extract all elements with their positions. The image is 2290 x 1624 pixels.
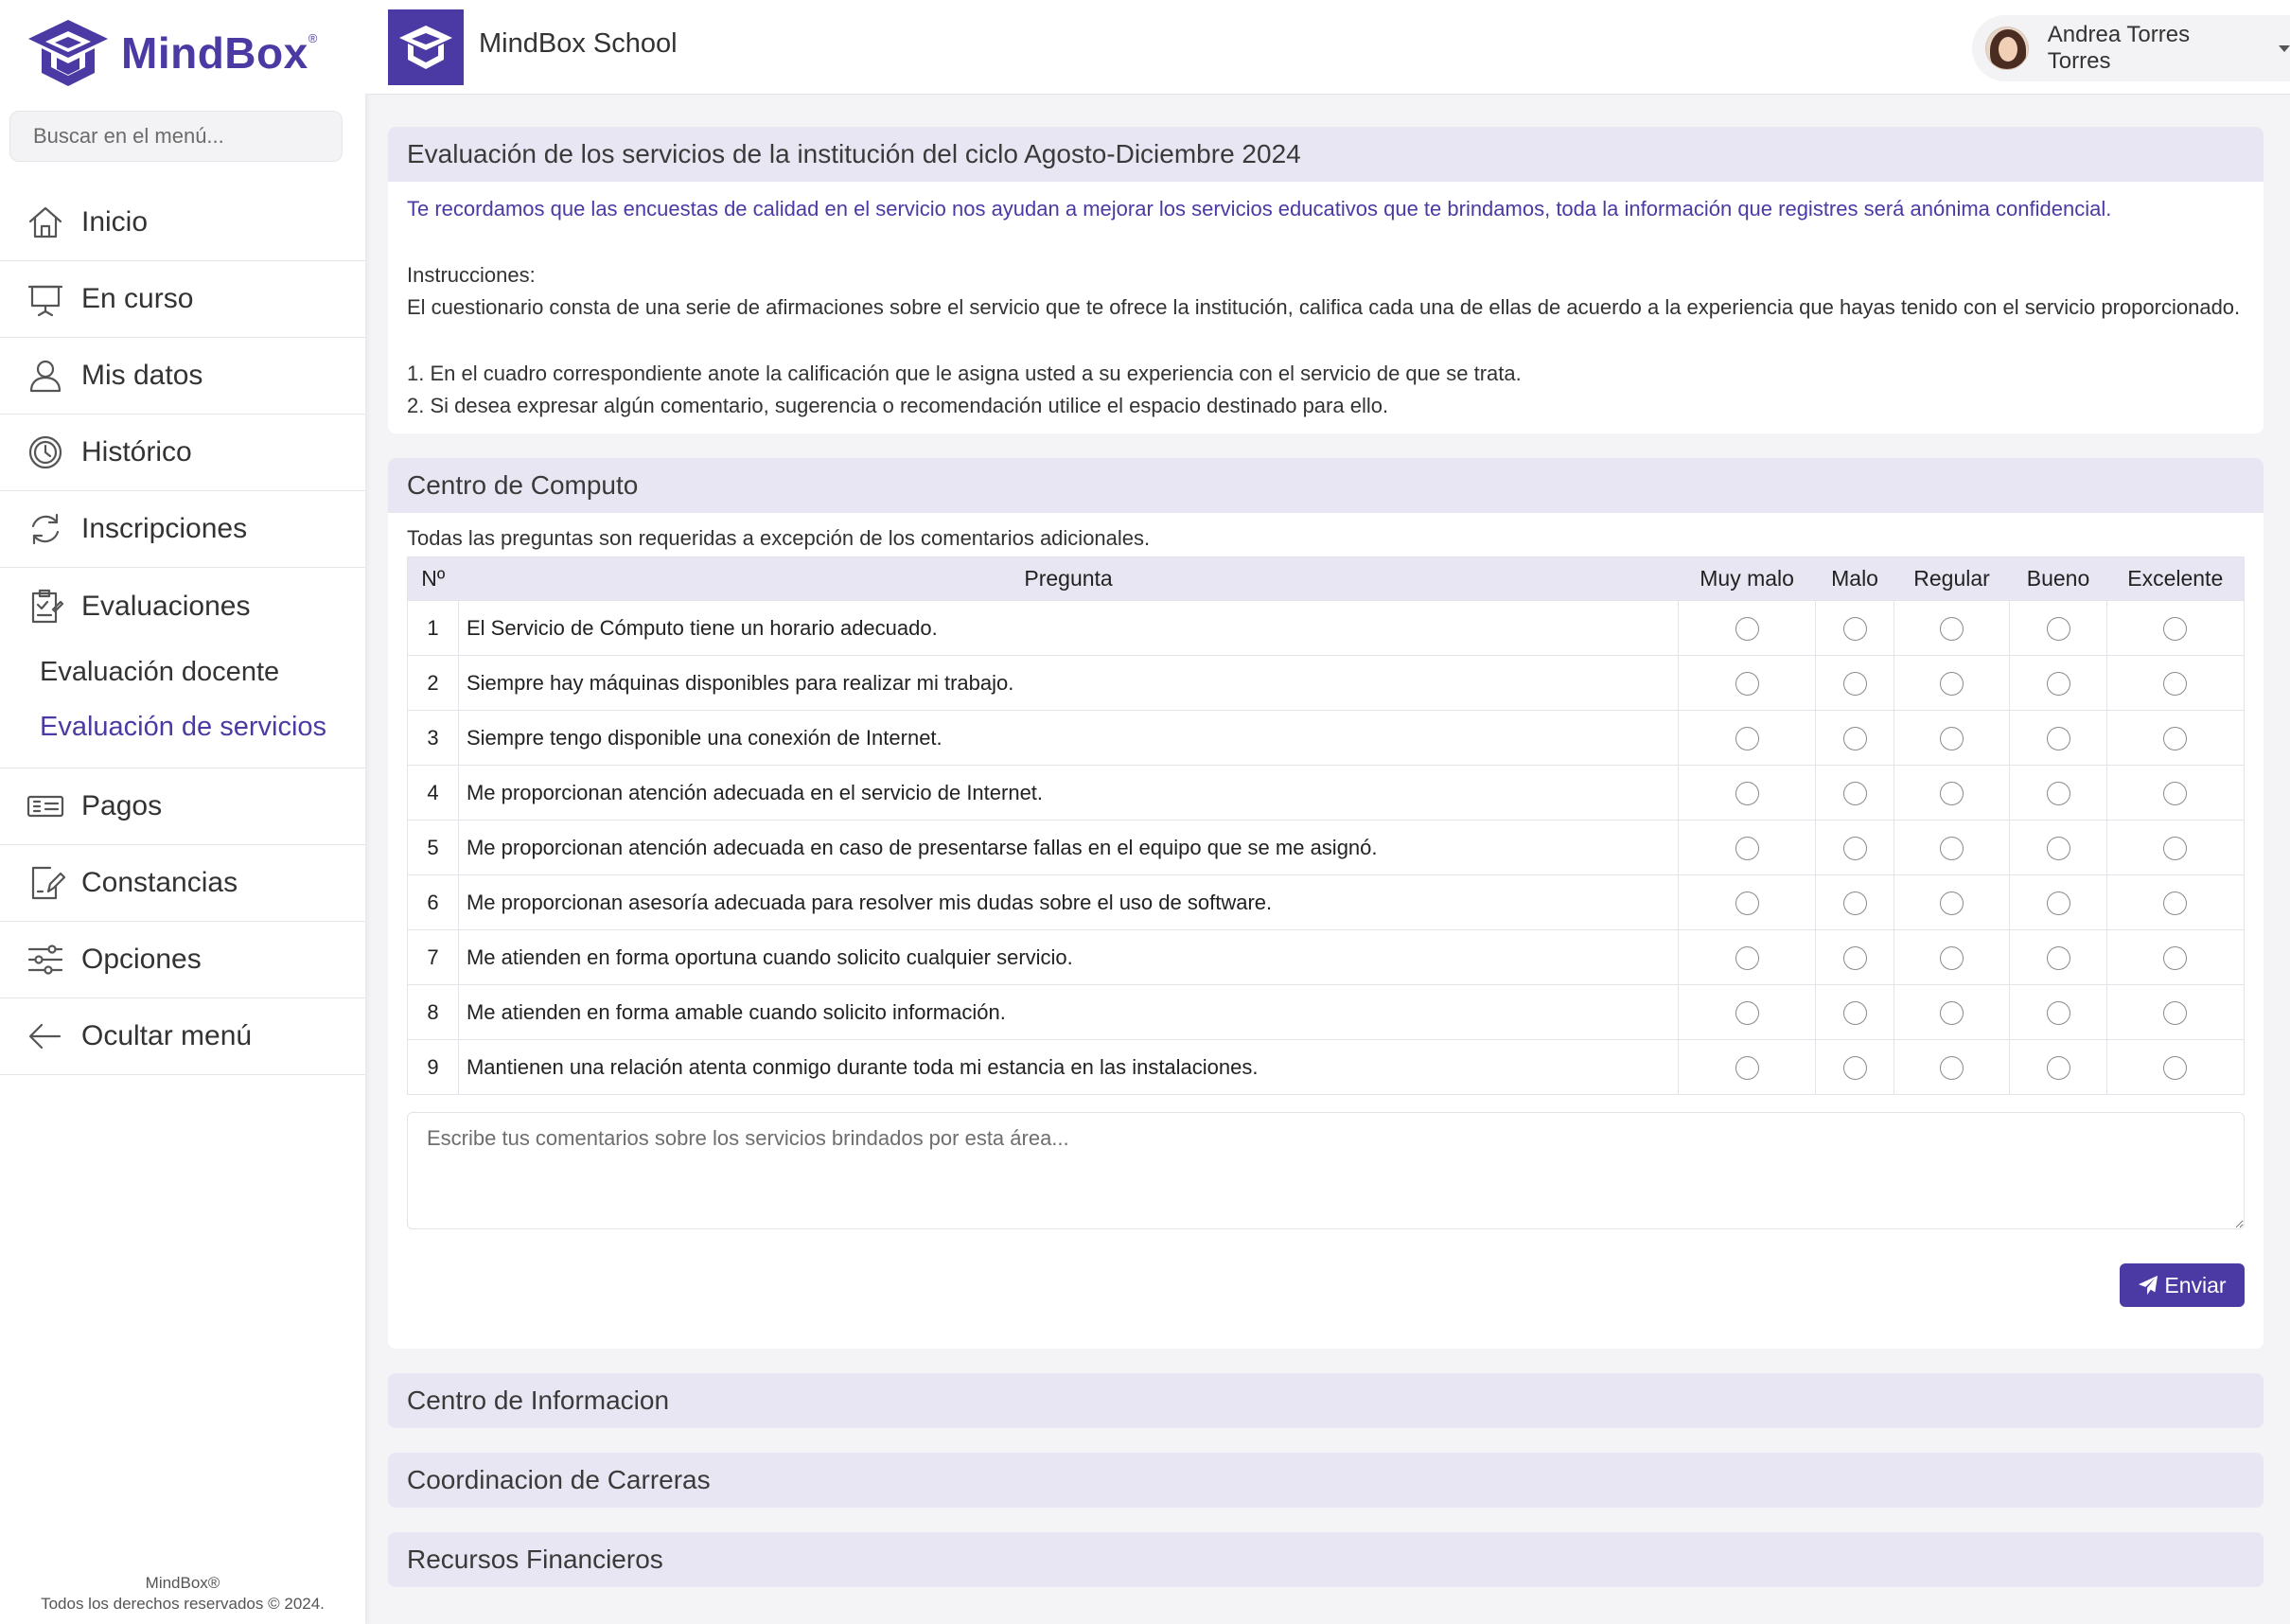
rating-cell xyxy=(1679,930,1816,985)
sidebar-item-label: Histórico xyxy=(81,436,192,468)
rating-cell xyxy=(2106,930,2244,985)
history-icon xyxy=(25,432,66,473)
section-title[interactable]: Centro de Computo xyxy=(388,458,2264,513)
radio-bueno[interactable] xyxy=(2047,782,2070,805)
radio-excelente[interactable] xyxy=(2163,1056,2187,1080)
money-icon xyxy=(25,786,66,827)
section-recursos-financieros[interactable]: Recursos Financieros xyxy=(388,1532,2264,1587)
rating-cell xyxy=(1679,656,1816,711)
sidebar-item-label: Inicio xyxy=(81,206,149,238)
mindbox-logo[interactable] xyxy=(25,15,318,91)
col-question: Pregunta xyxy=(458,557,1678,601)
question-text: Me proporcionan atención adecuada en el servicio de Internet. xyxy=(458,766,1678,821)
rating-cell xyxy=(2106,985,2244,1040)
rating-cell xyxy=(2106,1040,2244,1095)
sidebar-item-label: Ocultar menú xyxy=(81,1020,253,1051)
radio-malo[interactable] xyxy=(1843,891,1867,915)
footer-brand: MindBox® xyxy=(145,1574,220,1592)
radio-excelente[interactable] xyxy=(2163,672,2187,696)
page-title: Evaluación de los servicios de la institución del ciclo Agosto-Diciembre 2024 xyxy=(388,127,2264,182)
sidebar-item-ocultar-menu[interactable] xyxy=(0,998,365,1075)
radio-excelente[interactable] xyxy=(2163,1001,2187,1025)
home-icon xyxy=(25,202,66,243)
presentation-icon xyxy=(25,278,66,320)
radio-muy-malo[interactable] xyxy=(1735,672,1759,696)
rating-cell xyxy=(1816,601,1894,656)
radio-excelente[interactable] xyxy=(2163,946,2187,970)
sidebar-item-inscripciones[interactable] xyxy=(0,491,365,568)
radio-muy-malo[interactable] xyxy=(1735,782,1759,805)
table-row xyxy=(408,711,2245,766)
logo-text: MindBox® xyxy=(121,28,318,78)
question-number: 5 xyxy=(408,821,459,875)
radio-excelente[interactable] xyxy=(2163,617,2187,641)
sidebar-item-label: Evaluaciones xyxy=(81,590,251,622)
instructions-label: Instrucciones: xyxy=(407,263,536,287)
arrow-left-icon xyxy=(25,1015,66,1057)
sidebar-footer xyxy=(0,1573,365,1615)
question-text: Me atienden en forma amable cuando solicito información. xyxy=(458,985,1678,1040)
school-name: MindBox School xyxy=(479,28,678,59)
col-malo: Malo xyxy=(1816,557,1894,601)
table-row xyxy=(408,821,2245,875)
comments-textarea[interactable] xyxy=(407,1112,2245,1229)
table-row xyxy=(408,601,2245,656)
table-row xyxy=(408,930,2245,985)
send-button-label: Enviar xyxy=(2164,1272,2227,1297)
sidebar-subitem-evaluacion-docente[interactable]: Evaluación docente xyxy=(40,656,280,687)
question-number: 9 xyxy=(408,1040,459,1095)
radio-regular[interactable] xyxy=(1940,946,1964,970)
rating-cell xyxy=(2106,821,2244,875)
rating-cell xyxy=(1679,985,1816,1040)
radio-malo[interactable] xyxy=(1843,1001,1867,1025)
radio-regular[interactable] xyxy=(1940,727,1964,750)
rating-cell xyxy=(2106,711,2244,766)
table-row xyxy=(408,1040,2245,1095)
radio-malo[interactable] xyxy=(1843,782,1867,805)
top-bar xyxy=(365,0,2290,95)
rating-cell xyxy=(2010,711,2107,766)
question-number: 8 xyxy=(408,985,459,1040)
radio-bueno[interactable] xyxy=(2047,672,2070,696)
instruction-step-1: 1. En el cuadro correspondiente anote la calificación que le asigna usted a su experiencia con el servicio de que se trata. xyxy=(407,362,1522,385)
rating-cell xyxy=(2010,601,2107,656)
user-name: Andrea Torres Torres xyxy=(2047,22,2191,74)
rating-cell xyxy=(1894,656,2010,711)
sidebar-item-label: Opciones xyxy=(81,944,202,975)
rating-cell xyxy=(1816,821,1894,875)
radio-bueno[interactable] xyxy=(2047,1001,2070,1025)
rating-cell xyxy=(1894,930,2010,985)
rating-cell xyxy=(1894,875,2010,930)
table-row xyxy=(408,656,2245,711)
table-row xyxy=(408,766,2245,821)
question-text: Siempre hay máquinas disponibles para realizar mi trabajo. xyxy=(458,656,1678,711)
col-regular: Regular xyxy=(1894,557,2010,601)
rating-cell xyxy=(1816,1040,1894,1095)
rating-cell xyxy=(1894,1040,2010,1095)
radio-regular[interactable] xyxy=(1940,782,1964,805)
radio-muy-malo[interactable] xyxy=(1735,617,1759,641)
radio-regular[interactable] xyxy=(1940,1056,1964,1080)
table-row xyxy=(408,875,2245,930)
radio-bueno[interactable] xyxy=(2047,617,2070,641)
rating-cell xyxy=(2106,875,2244,930)
radio-muy-malo[interactable] xyxy=(1735,727,1759,750)
radio-regular[interactable] xyxy=(1940,617,1964,641)
avatar xyxy=(1985,26,2029,70)
sidebar-item-label: Pagos xyxy=(81,790,163,821)
question-text: Me proporcionan atención adecuada en caso de presentarse fallas en el equipo que se me asignó. xyxy=(458,821,1678,875)
rating-cell xyxy=(1679,821,1816,875)
question-text: Siempre tengo disponible una conexión de Internet. xyxy=(458,711,1678,766)
footer-copyright: Todos los derechos reservados © 2024. xyxy=(41,1595,325,1613)
question-number: 1 xyxy=(408,601,459,656)
question-text: El Servicio de Cómputo tiene un horario adecuado. xyxy=(458,601,1678,656)
sidebar-item-inicio[interactable] xyxy=(0,185,365,261)
sidebar-nav xyxy=(0,185,365,1075)
intro-card xyxy=(388,127,2264,433)
question-number: 6 xyxy=(408,875,459,930)
instructions-text: El cuestionario consta de una serie de afirmaciones sobre el servicio que te ofrece la institución, califica cada una de ellas de acuerdo a la experiencia que hayas tenido con el servicio proporcionado. xyxy=(407,295,2241,319)
intro-note: Te recordamos que las encuestas de calidad en el servicio nos ayudan a mejorar los servicios educativos que te brindamos, toda la información que registres será anónima confidencial. xyxy=(407,197,2112,221)
sidebar-item-label: Mis datos xyxy=(81,360,203,391)
rating-cell xyxy=(2106,601,2244,656)
radio-muy-malo[interactable] xyxy=(1735,1001,1759,1025)
sidebar-item-pagos[interactable] xyxy=(0,768,365,845)
refresh-icon xyxy=(25,508,66,550)
sidebar xyxy=(0,0,365,1624)
send-button[interactable] xyxy=(2120,1263,2245,1307)
radio-regular[interactable] xyxy=(1940,1001,1964,1025)
main-content xyxy=(388,127,2264,1612)
sidebar-subitem-evaluacion-servicios[interactable]: Evaluación de servicios xyxy=(40,711,327,742)
sidebar-item-evaluaciones[interactable] xyxy=(0,568,365,644)
col-excelente: Excelente xyxy=(2106,557,2244,601)
section-coordinacion-carreras[interactable]: Coordinacion de Carreras xyxy=(388,1453,2264,1508)
table-header-row xyxy=(408,557,2245,601)
rating-cell xyxy=(1679,1040,1816,1095)
radio-malo[interactable] xyxy=(1843,672,1867,696)
rating-cell xyxy=(1679,875,1816,930)
required-note: Todas las preguntas son requeridas a excepción de los comentarios adicionales. xyxy=(407,526,1151,550)
radio-malo[interactable] xyxy=(1843,617,1867,641)
col-muy-malo: Muy malo xyxy=(1679,557,1816,601)
question-text: Me atienden en forma oportuna cuando solicito cualquier servicio. xyxy=(458,930,1678,985)
rating-cell xyxy=(2010,766,2107,821)
radio-bueno[interactable] xyxy=(2047,1056,2070,1080)
radio-malo[interactable] xyxy=(1843,946,1867,970)
questions-table xyxy=(407,556,2245,1095)
sidebar-item-label: Constancias xyxy=(81,867,238,898)
sidebar-item-en-curso[interactable] xyxy=(0,261,365,338)
radio-malo[interactable] xyxy=(1843,837,1867,860)
radio-excelente[interactable] xyxy=(2163,837,2187,860)
rating-cell xyxy=(1816,766,1894,821)
question-text: Mantienen una relación atenta conmigo durante toda mi estancia en las instalaciones. xyxy=(458,1040,1678,1095)
sidebar-item-opciones[interactable] xyxy=(0,922,365,998)
radio-muy-malo[interactable] xyxy=(1735,891,1759,915)
rating-cell xyxy=(2010,875,2107,930)
chevron-down-icon xyxy=(2279,45,2290,52)
sidebar-item-constancias[interactable] xyxy=(0,845,365,922)
mortarboard-icon xyxy=(397,24,454,71)
rating-cell xyxy=(2106,656,2244,711)
rating-cell xyxy=(2010,930,2107,985)
section-centro-computo xyxy=(388,458,2264,1349)
radio-malo[interactable] xyxy=(1843,1056,1867,1080)
question-number: 4 xyxy=(408,766,459,821)
document-edit-icon xyxy=(25,862,66,904)
sidebar-item-mis-datos[interactable] xyxy=(0,338,365,415)
radio-bueno[interactable] xyxy=(2047,891,2070,915)
clipboard-icon xyxy=(25,586,66,627)
question-text: Me proporcionan asesoría adecuada para resolver mis dudas sobre el uso de software. xyxy=(458,875,1678,930)
sidebar-item-label: En curso xyxy=(81,283,194,314)
instruction-step-2: 2. Si desea expresar algún comentario, sugerencia o recomendación utilice el espacio destinado para ello. xyxy=(407,394,1389,417)
radio-bueno[interactable] xyxy=(2047,946,2070,970)
radio-excelente[interactable] xyxy=(2163,727,2187,750)
radio-excelente[interactable] xyxy=(2163,782,2187,805)
table-row xyxy=(408,985,2245,1040)
sliders-icon xyxy=(25,939,66,980)
radio-bueno[interactable] xyxy=(2047,837,2070,860)
radio-muy-malo[interactable] xyxy=(1735,1056,1759,1080)
rating-cell xyxy=(1894,985,2010,1040)
rating-cell xyxy=(1816,985,1894,1040)
rating-cell xyxy=(1816,930,1894,985)
rating-cell xyxy=(2010,985,2107,1040)
rating-cell xyxy=(2010,1040,2107,1095)
question-number: 3 xyxy=(408,711,459,766)
radio-regular[interactable] xyxy=(1940,837,1964,860)
school-logo[interactable] xyxy=(388,9,464,85)
paper-plane-icon xyxy=(2138,1275,2158,1296)
radio-muy-malo[interactable] xyxy=(1735,837,1759,860)
col-bueno: Bueno xyxy=(2010,557,2107,601)
radio-regular[interactable] xyxy=(1940,672,1964,696)
radio-excelente[interactable] xyxy=(2163,891,2187,915)
sidebar-item-historico[interactable] xyxy=(0,415,365,491)
rating-cell xyxy=(1894,711,2010,766)
radio-malo[interactable] xyxy=(1843,727,1867,750)
section-centro-informacion[interactable]: Centro de Informacion xyxy=(388,1373,2264,1428)
rating-cell xyxy=(1816,875,1894,930)
user-icon xyxy=(25,355,66,397)
user-menu[interactable] xyxy=(1972,15,2290,81)
radio-bueno[interactable] xyxy=(2047,727,2070,750)
sidebar-item-label: Inscripciones xyxy=(81,513,248,544)
rating-cell xyxy=(1679,766,1816,821)
rating-cell xyxy=(1816,656,1894,711)
rating-cell xyxy=(2106,766,2244,821)
rating-cell xyxy=(2010,821,2107,875)
mortarboard-logo-icon xyxy=(25,16,112,90)
radio-regular[interactable] xyxy=(1940,891,1964,915)
menu-search-input[interactable] xyxy=(9,111,343,162)
radio-muy-malo[interactable] xyxy=(1735,946,1759,970)
col-num: Nº xyxy=(408,557,459,601)
question-number: 7 xyxy=(408,930,459,985)
rating-cell xyxy=(1894,821,2010,875)
sidebar-group-evaluaciones xyxy=(0,568,365,768)
rating-cell xyxy=(1679,711,1816,766)
rating-cell xyxy=(1894,766,2010,821)
rating-cell xyxy=(2010,656,2107,711)
rating-cell xyxy=(1894,601,2010,656)
question-number: 2 xyxy=(408,656,459,711)
rating-cell xyxy=(1816,711,1894,766)
rating-cell xyxy=(1679,601,1816,656)
